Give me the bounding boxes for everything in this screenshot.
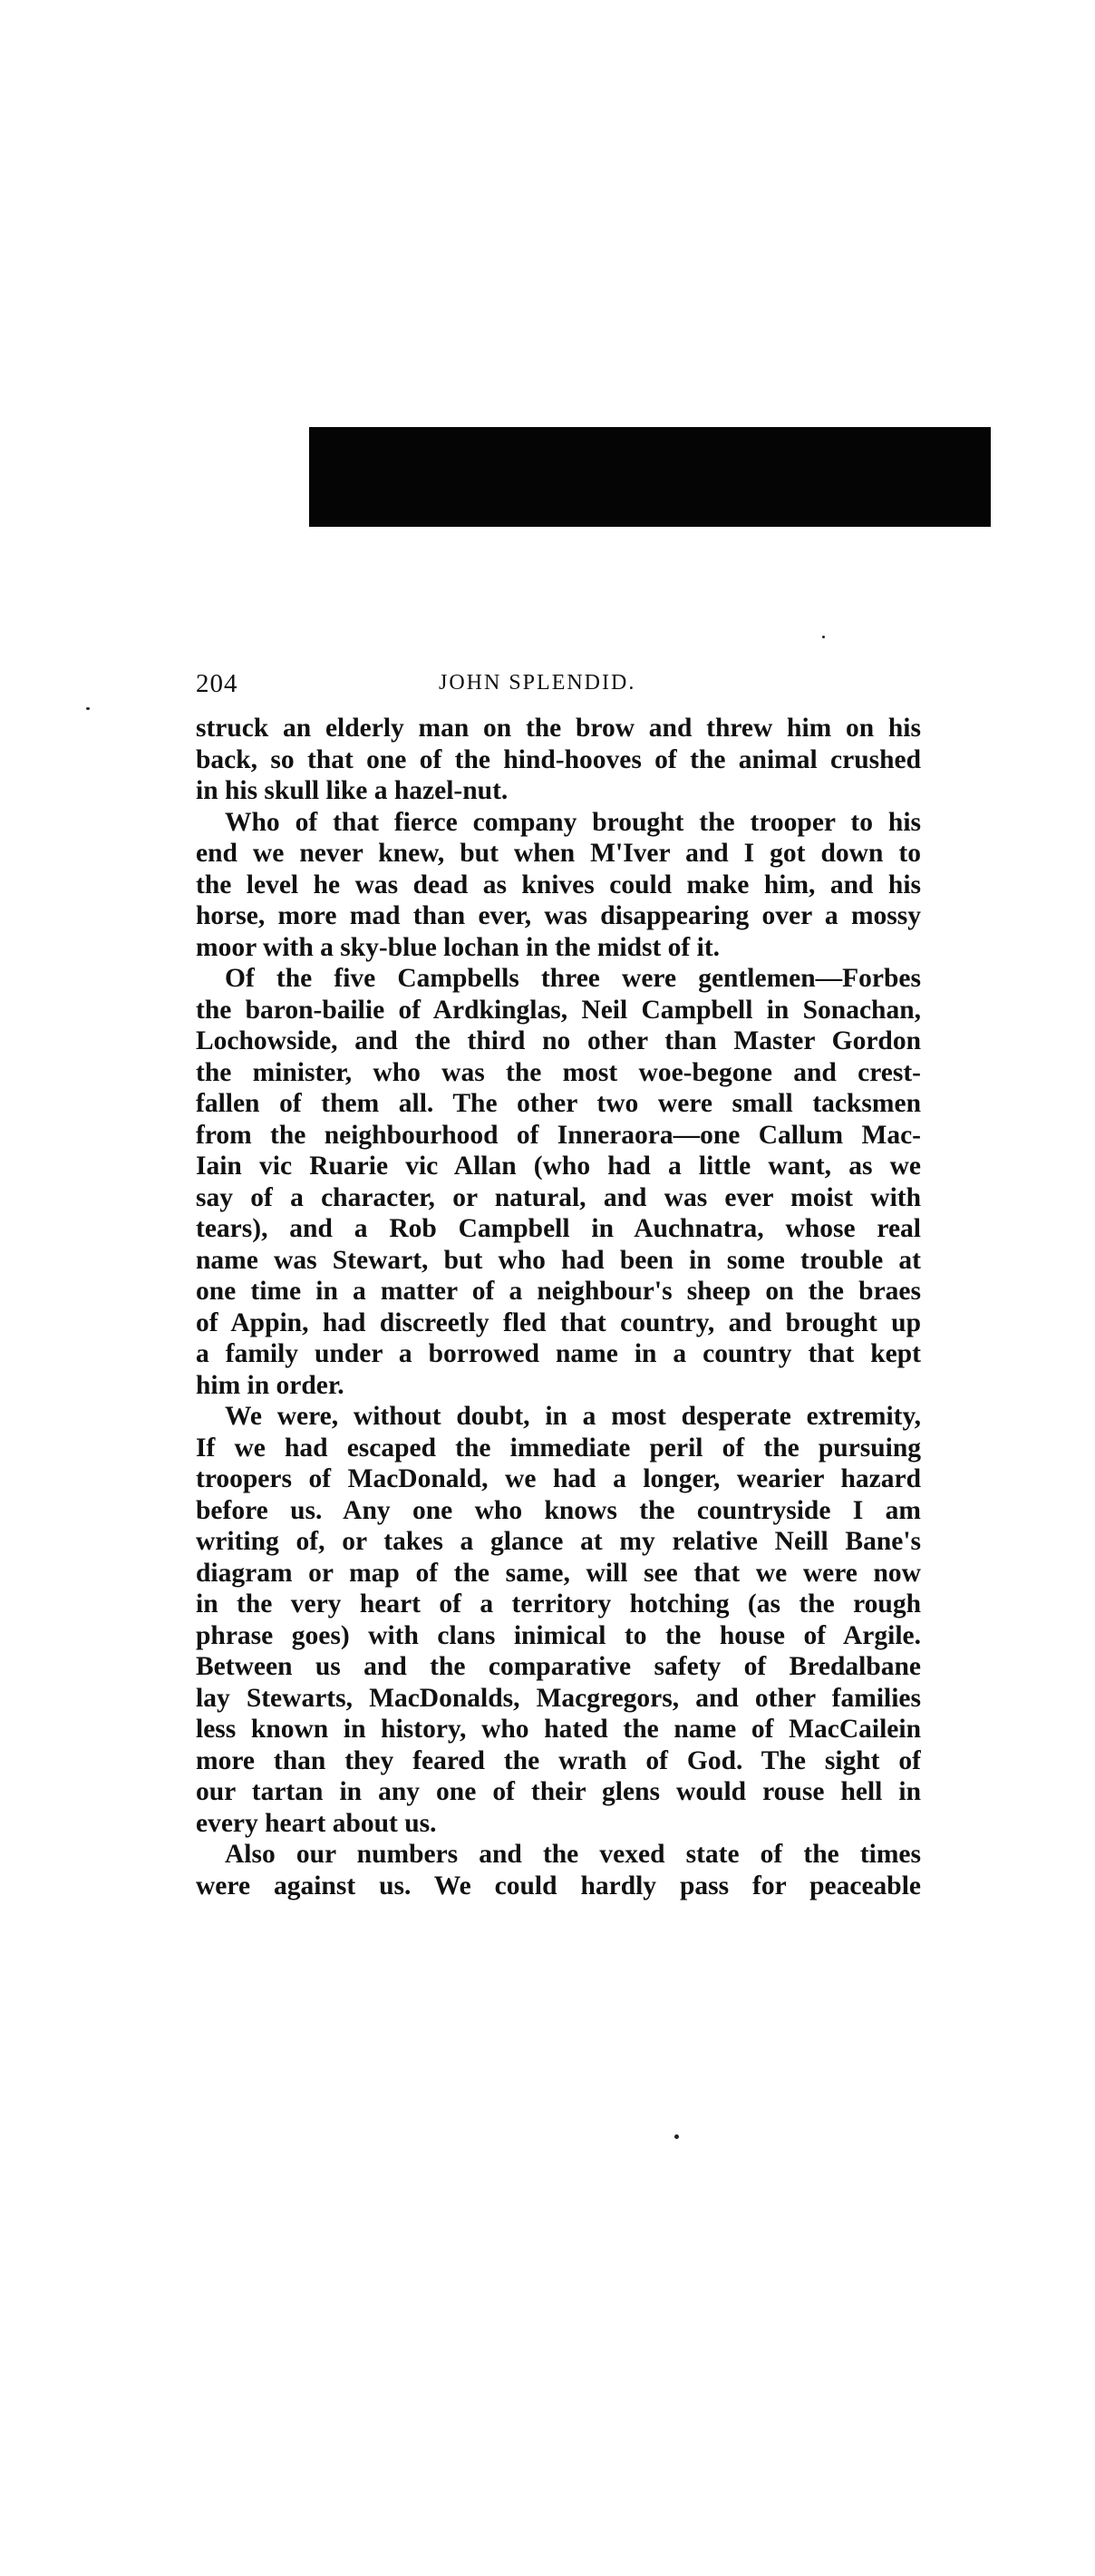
text-line: back, so that one of the hind-hooves of the animal crushed xyxy=(196,744,921,774)
text-line: every heart about us. xyxy=(196,1808,437,1838)
text-line: Iain vic Ruarie vic Allan (who had a little want, as we xyxy=(196,1152,921,1181)
text-line: in the very heart of a territory hotching (as the rough xyxy=(196,1589,921,1619)
text-line: from the neighbourhood of Inneraora—one Callum Mac- xyxy=(196,1120,921,1150)
text-line: a family under a borrowed name in a country that kept xyxy=(196,1339,921,1368)
text-line: lay Stewarts, MacDonalds, Macgregors, and other families xyxy=(196,1683,921,1713)
text-line: Also our numbers and the vexed state of the times xyxy=(225,1840,921,1869)
text-line: our tartan in any one of their glens would rouse hell in xyxy=(196,1777,921,1806)
running-title: JOHN SPLENDID. xyxy=(439,671,636,695)
text-line: fallen of them all. The other two were small tacksmen xyxy=(196,1089,921,1118)
text-line: the baron-bailie of Ardkinglas, Neil Campbell in Sonachan, xyxy=(196,995,921,1025)
text-line: If we had escaped the immediate peril of the pursuing xyxy=(196,1433,921,1463)
text-line: Lochowside, and the third no other than Master Gordon xyxy=(196,1026,921,1055)
text-line: name was Stewart, but who had been in some trouble at xyxy=(196,1245,921,1275)
running-head xyxy=(196,669,921,705)
text-line: tears), and a Rob Campbell in Auchnatra, whose real xyxy=(196,1214,921,1243)
text-line: troopers of MacDonald, we had a longer, wearier hazard xyxy=(196,1464,921,1493)
text-line: writing of, or takes a glance at my relative Neill Bane's xyxy=(196,1527,921,1556)
text-line: We were, without doubt, in a most desperate extremity, xyxy=(225,1402,921,1431)
text-line: horse, more mad than ever, was disappearing over a mossy xyxy=(196,901,921,930)
text-line: say of a character, or natural, and was ever moist with xyxy=(196,1182,921,1212)
text-line: end we never knew, but when M'Iver and I got down to xyxy=(196,839,921,868)
text-line: one time in a matter of a neighbour's sheep on the braes xyxy=(196,1277,921,1306)
text-line: Who of that fierce company brought the trooper to his xyxy=(225,807,921,837)
text-line: phrase goes) with clans inimical to the house of Argile. xyxy=(196,1620,921,1650)
text-line: struck an elderly man on the brow and threw him on his xyxy=(196,714,921,743)
text-line: the minister, who was the most woe-begone and crest- xyxy=(196,1057,921,1087)
text-column xyxy=(196,669,921,1901)
text-line: Of the five Campbells three were gentlemen—Forbes xyxy=(225,964,921,993)
text-line: him in order. xyxy=(196,1370,344,1400)
text-line: were against us. We could hardly pass for peaceable xyxy=(196,1871,921,1900)
text-line: of Appin, had discreetly fled that country, and brought up xyxy=(196,1307,921,1337)
text-line: in his skull like a hazel-nut. xyxy=(196,776,509,805)
text-line: diagram or map of the same, will see that we were now xyxy=(196,1558,921,1588)
text-line: more than they feared the wrath of God. The sight of xyxy=(196,1745,921,1775)
text-line: before us. Any one who knows the countryside I am xyxy=(196,1495,921,1525)
page-number: 204 xyxy=(196,669,238,698)
text-line: the level he was dead as knives could make him, and his xyxy=(196,870,921,899)
scan-speck xyxy=(674,2134,679,2139)
scan-speck xyxy=(822,636,825,638)
text-line: less known in history, who hated the name of MacCailein xyxy=(196,1715,921,1744)
scan-speck xyxy=(86,707,90,710)
body-text xyxy=(196,713,921,1901)
text-line: moor with a sky-blue lochan in the midst of it. xyxy=(196,932,721,962)
redaction-bar xyxy=(309,427,991,527)
text-line: Between us and the comparative safety of Bredalbane xyxy=(196,1652,921,1681)
